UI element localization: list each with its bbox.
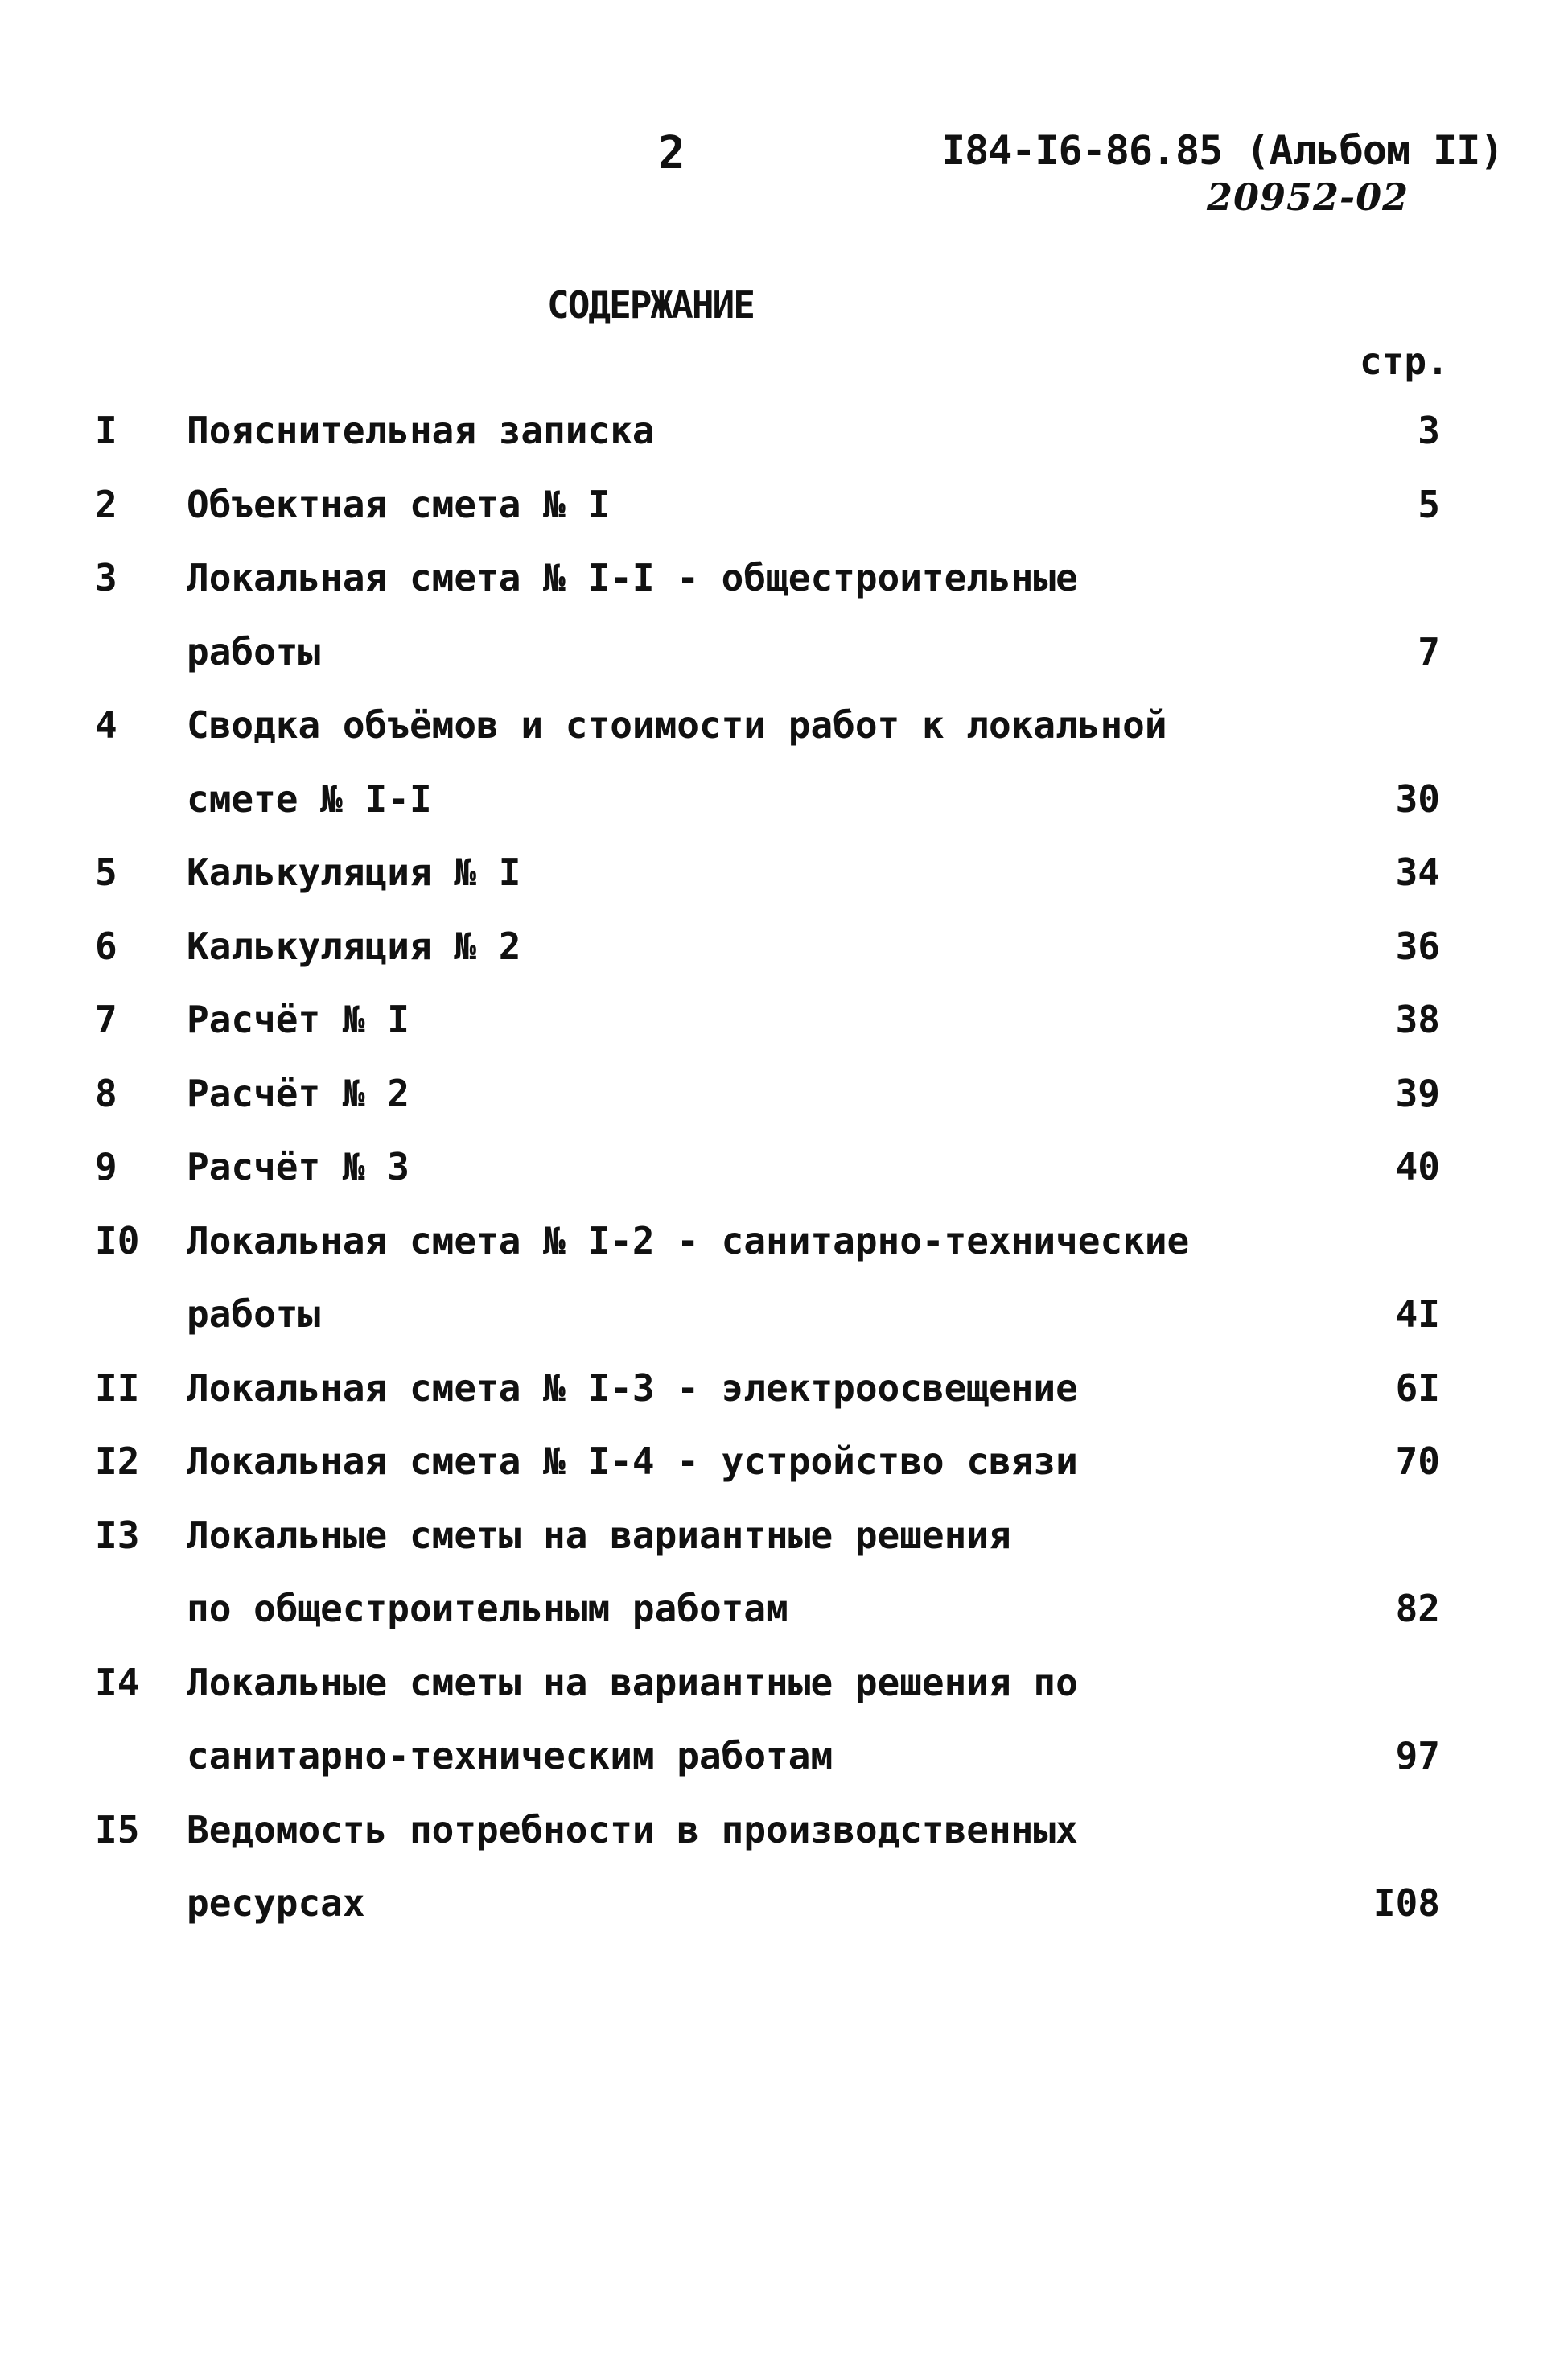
- toc-entry-page: 34: [1395, 851, 1440, 894]
- toc-entry-number: 7: [95, 998, 117, 1041]
- toc-entry-number: 2: [95, 483, 117, 526]
- page-column-header: стр.: [1360, 340, 1449, 383]
- toc-entry-text: по общестроительным работам: [187, 1587, 788, 1630]
- toc-entry-number: 3: [95, 556, 117, 599]
- toc-entry-text: работы: [187, 630, 321, 673]
- toc-entry-page: 36: [1395, 925, 1440, 968]
- toc-entry-number: I2: [95, 1440, 140, 1483]
- toc-entry: [0, 550, 1568, 606]
- document-code: I84-I6-86.85 (Альбом II): [941, 127, 1504, 174]
- toc-entry-number: II: [95, 1366, 140, 1410]
- toc-entry-number: 9: [95, 1145, 117, 1188]
- handwritten-code: 20952-02: [1207, 175, 1410, 219]
- toc-entry-continuation: [0, 1728, 1568, 1784]
- toc-entry-text: Локальные сметы на вариантные решения: [187, 1514, 1011, 1557]
- toc-entry-text: Ведомость потребности в производственных: [187, 1808, 1078, 1851]
- toc-entry-number: I0: [95, 1219, 140, 1262]
- toc-entry-number: 8: [95, 1072, 117, 1115]
- toc-entry: [0, 1802, 1568, 1858]
- toc-entry-text: Локальная смета № I-2 - санитарно-технические: [187, 1219, 1190, 1262]
- toc-entry-text: Локальная смета № I-4 - устройство связи: [187, 1440, 1078, 1483]
- page-number: 2: [658, 127, 685, 179]
- toc-entry-page: 7: [1418, 630, 1440, 673]
- page-title: СОДЕРЖАНИЕ: [547, 283, 754, 327]
- toc-entry-number: I: [95, 409, 117, 452]
- toc-entry-number: I5: [95, 1808, 140, 1851]
- toc-entry-number: I3: [95, 1514, 140, 1557]
- toc-entry: [0, 844, 1568, 900]
- toc-entry: [0, 1654, 1568, 1711]
- toc-entry: [0, 1433, 1568, 1489]
- toc-entry-continuation: [0, 1580, 1568, 1637]
- toc-entry-text: Локальная смета № I-3 - электроосвещение: [187, 1366, 1078, 1410]
- toc-entry-text: Сводка объёмов и стоимости работ к локальной: [187, 703, 1167, 747]
- toc-entry-text: Локальная смета № I-I - общестроительные: [187, 556, 1078, 599]
- toc-entry-page: 30: [1395, 777, 1440, 821]
- toc-entry-text: Расчёт № I: [187, 998, 409, 1041]
- toc-entry-text: работы: [187, 1292, 321, 1336]
- toc-entry-page: 38: [1395, 998, 1440, 1041]
- toc-entry-text: Калькуляция № 2: [187, 925, 521, 968]
- toc-entry: [0, 1065, 1568, 1122]
- toc-entry-page: 39: [1395, 1072, 1440, 1115]
- toc-entry: [0, 1213, 1568, 1269]
- toc-entry-page: 4I: [1395, 1292, 1440, 1336]
- toc-entry-text: санитарно-техническим работам: [187, 1734, 833, 1777]
- toc-entry-text: Пояснительная записка: [187, 409, 655, 452]
- toc-entry-number: 4: [95, 703, 117, 747]
- toc-entry: [0, 918, 1568, 974]
- toc-entry-page: I08: [1373, 1881, 1440, 1925]
- toc-entry-page: 40: [1395, 1145, 1440, 1188]
- toc-entry-number: I4: [95, 1661, 140, 1704]
- toc-entry-page: 70: [1395, 1440, 1440, 1483]
- toc-entry-number: 6: [95, 925, 117, 968]
- toc-entry-continuation: [0, 771, 1568, 827]
- toc-entry-text: Калькуляция № I: [187, 851, 521, 894]
- toc-entry-page: 3: [1418, 409, 1440, 452]
- toc-entry-text: Расчёт № 2: [187, 1072, 409, 1115]
- toc-entry-continuation: [0, 1875, 1568, 1931]
- toc-entry: [0, 697, 1568, 753]
- toc-entry-page: 82: [1395, 1587, 1440, 1630]
- toc-entry-text: ресурсах: [187, 1881, 365, 1925]
- toc-entry: [0, 476, 1568, 533]
- toc-entry: [0, 991, 1568, 1048]
- toc-entry: [0, 1139, 1568, 1195]
- toc-entry: [0, 1360, 1568, 1416]
- toc-entry-text: смете № I-I: [187, 777, 432, 821]
- toc-entry-number: 5: [95, 851, 117, 894]
- toc-entry-continuation: [0, 1286, 1568, 1342]
- toc-entry-page: 6I: [1395, 1366, 1440, 1410]
- toc-entry-continuation: [0, 624, 1568, 680]
- toc-entry-text: Локальные сметы на вариантные решения по: [187, 1661, 1078, 1704]
- toc-entry-text: Объектная смета № I: [187, 483, 611, 526]
- toc-entry-page: 5: [1418, 483, 1440, 526]
- toc-entry: [0, 1507, 1568, 1563]
- toc-entry-page: 97: [1395, 1734, 1440, 1777]
- toc-entry: [0, 402, 1568, 459]
- toc-entry-text: Расчёт № 3: [187, 1145, 409, 1188]
